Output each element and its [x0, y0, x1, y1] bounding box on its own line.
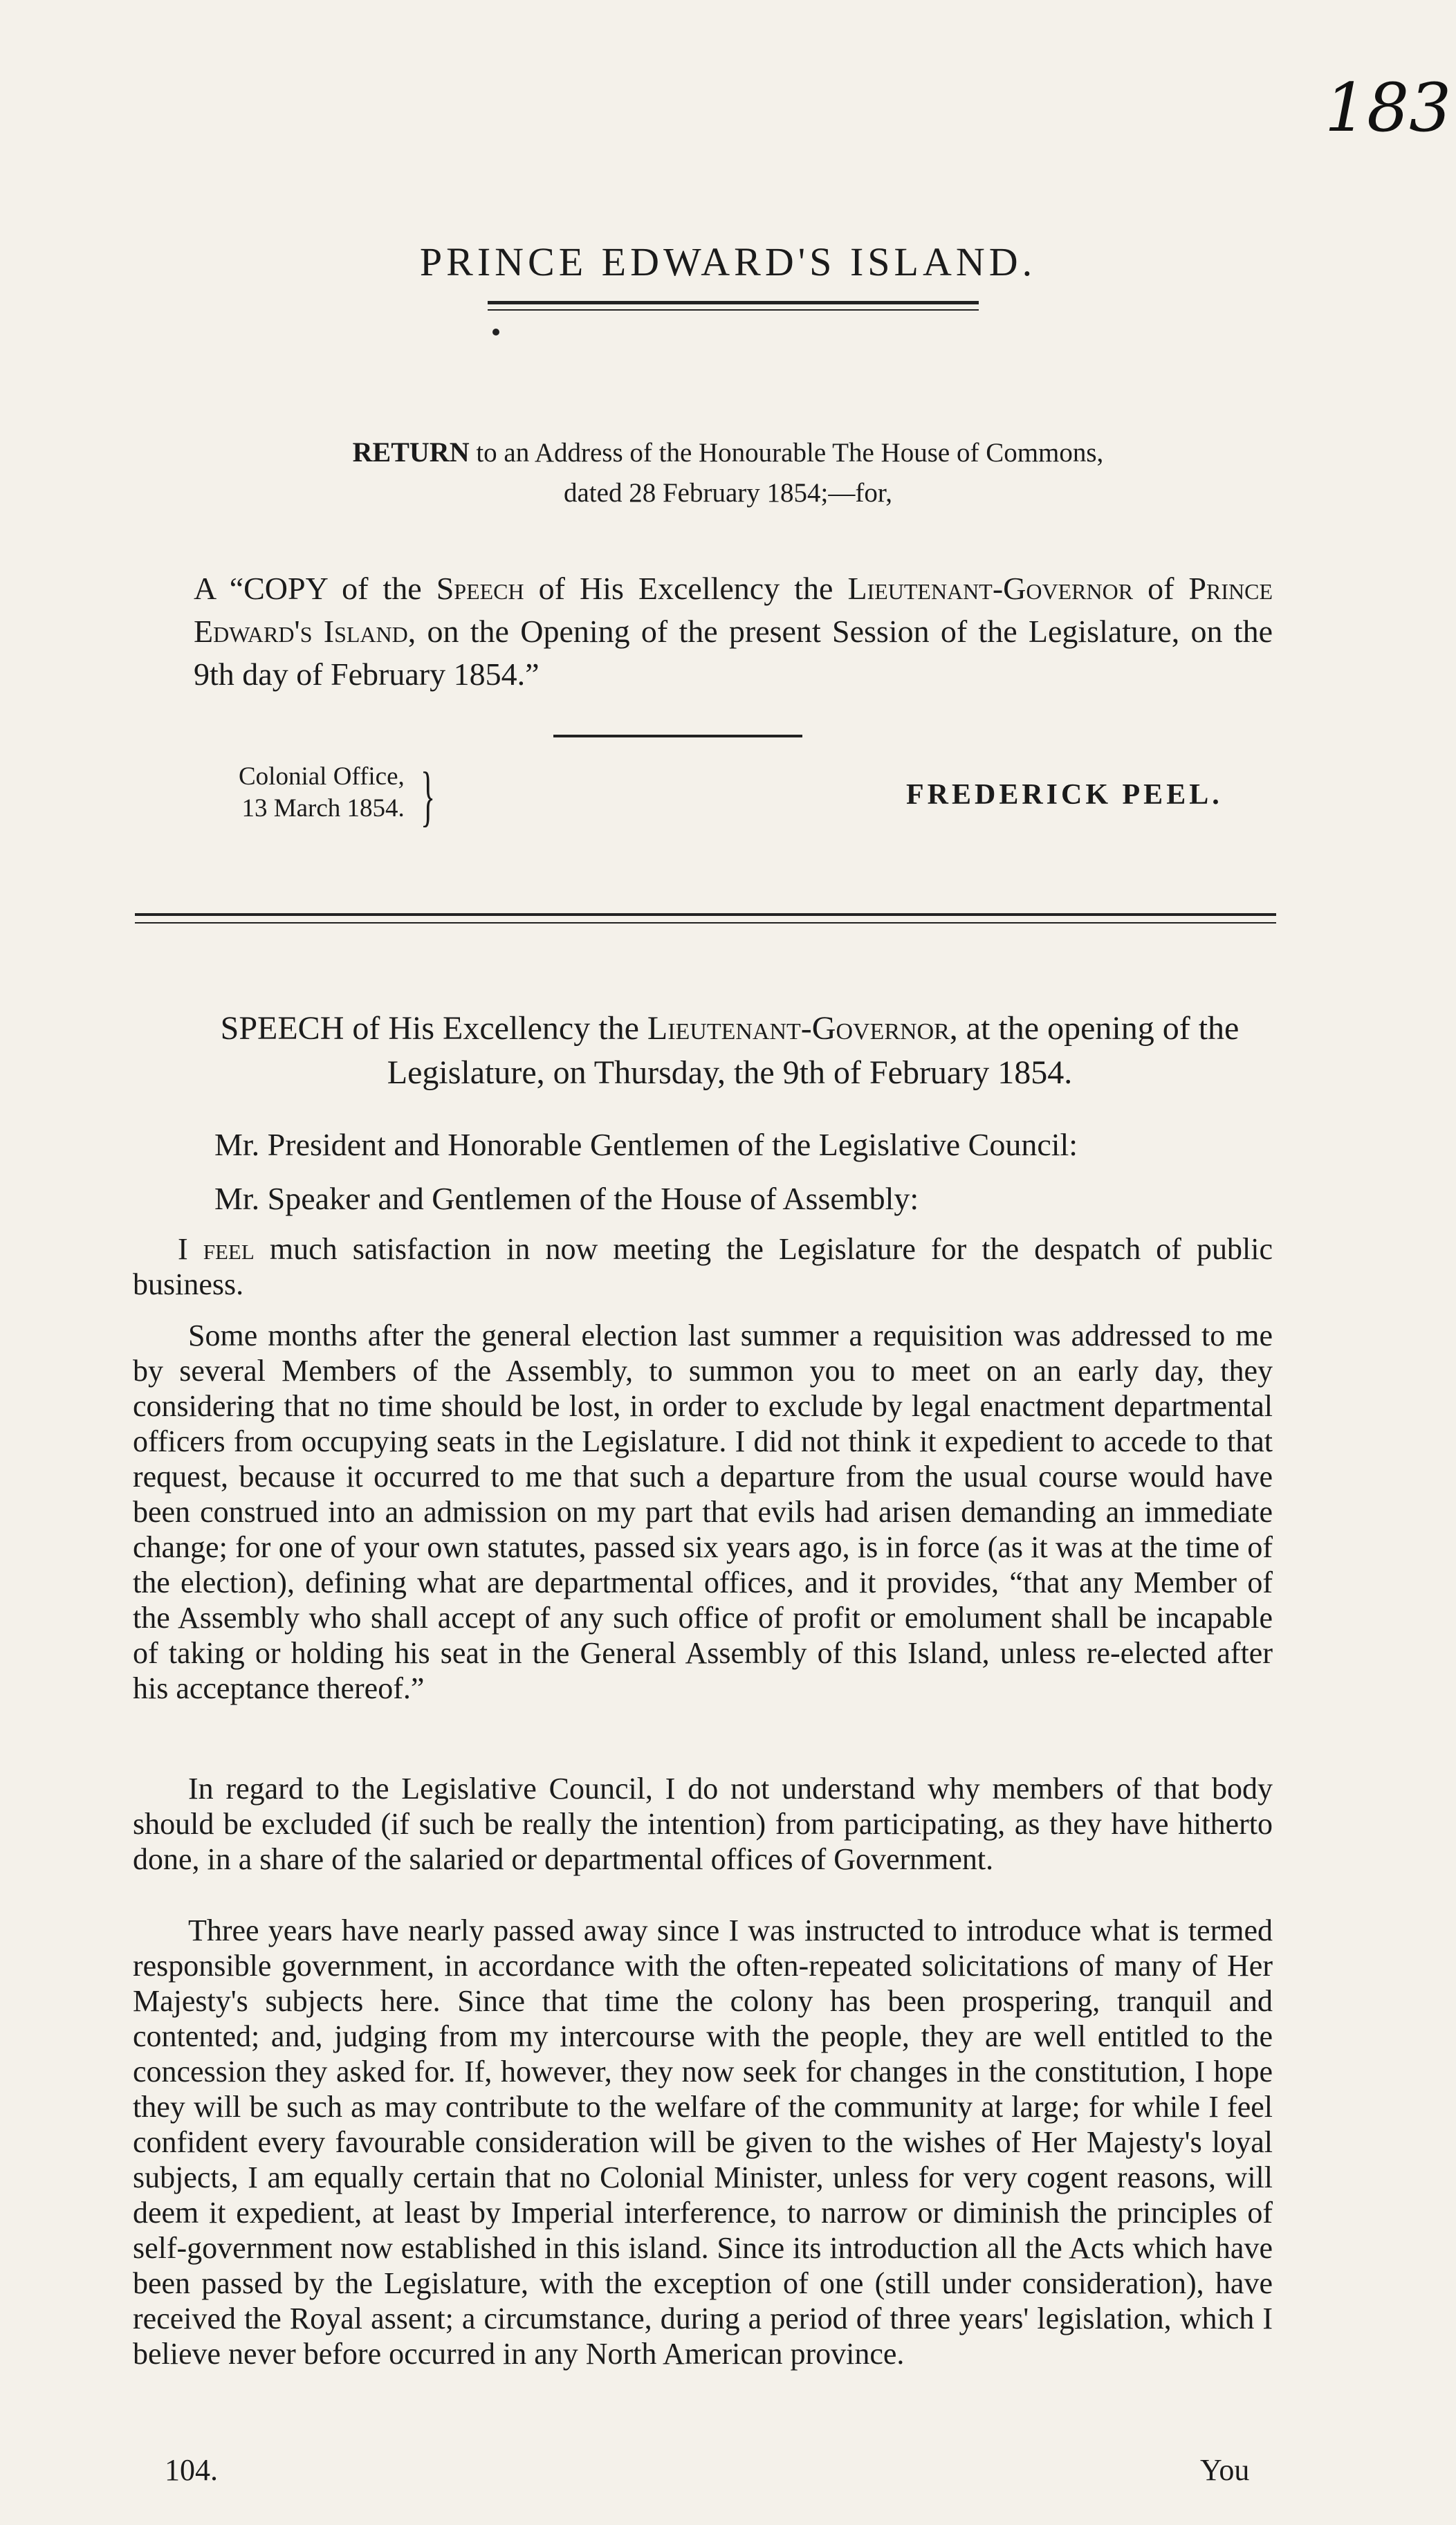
speech-heading: [176, 1007, 1283, 1095]
document-title: PRINCE EDWARD'S ISLAND.: [419, 239, 1037, 284]
paragraph-4: Three years have nearly passed away since I was instructed to introduce what is termed responsible government, in accordance with the often-repeated solicitations of many of Her Majesty's subjects here. Since that time the colony has been prospering, tranquil and contented; and, judging from my intercourse with the people, they are well entitled to the concession they asked for. If, however, they now seek for changes in the constitution, I hope they will be such as may contribute to the welfare of the community at large; for while I feel confident every favourable consideration will be given to the wishes of Her Majesty's loyal subjects, I am equally certain that no Colonial Minister, unless for very cogent reasons, will deem it expedient, at least by Imperial interference, to narrow or diminish the principles of self-government now established in this island. Since its introduction all the Acts which have been passed by the Legislature, with the exception of one (still under consideration), have received the Royal assent; a circumstance, during a period of three years' legislation, which I believe never before occurred in any North American province.: [133, 1913, 1273, 2371]
catchword: You: [1200, 2453, 1250, 2487]
colonial-office-line1: Colonial Office,: [239, 762, 405, 791]
speech-heading-b: , at the opening of the Legislature, on Thursday, the 9th of February 1854.: [387, 1010, 1240, 1091]
copy-text-b: of His Excellency the: [524, 571, 848, 606]
copy-lg-smallcaps: Lieutenant-Governor: [847, 571, 1134, 606]
address-council: Mr. President and Honorable Gentlemen of the Legislative Council:: [214, 1127, 1078, 1162]
title-rule-bottom: [488, 309, 979, 311]
para1-rest: much satisfaction in now meeting the Legislature for the despatch of public business.: [133, 1232, 1273, 1301]
para1-lead: I: [178, 1232, 203, 1266]
copy-text-c: of: [1133, 571, 1189, 606]
curly-brace-mark: }: [421, 759, 436, 834]
copy-speech-smallcaps: Speech: [436, 571, 524, 606]
copy-pei-smallcaps: Prince Edward's Island: [194, 571, 1273, 649]
paragraph-1: [133, 1231, 1273, 1302]
return-heading: [0, 432, 1456, 513]
section-rule-top: [135, 913, 1276, 916]
address-assembly: Mr. Speaker and Gentlemen of the House of Assembly:: [214, 1181, 919, 1216]
page-number: 104.: [165, 2453, 218, 2487]
folio-number: 183: [1325, 69, 1452, 147]
paragraph-2: Some months after the general election last summer a requisition was addressed to me by several Members of the Assembly, to summon you to meet on an early day, they considering that no time should be lost, in order to exclude by legal enactment departmental officers from occupying seats in the Legislature. I did not think it expedient to accede to that request, because it occurred to me that such a departure from the usual course would have been construed into an admission on my part that evils had arisen demanding an immediate change; for one of your own statutes, passed six years ago, is in force (as it was at the time of the election), defining what are departmental offices, and it provides, “that any Member of the Assembly who shall accept of any such office of profit or emolument shall be incapable of taking or holding his seat in the General Assembly of this Island, unless re-elected after his acceptance thereof.”: [133, 1319, 1273, 1705]
colonial-office-dateline: [239, 761, 405, 825]
ornament-dot: [492, 329, 499, 336]
speech-heading-a: SPEECH of His Excellency the: [220, 1010, 647, 1047]
copy-text-a: A “COPY of the: [194, 571, 436, 606]
short-rule: [553, 735, 802, 737]
copy-paragraph: [194, 567, 1273, 696]
colonial-office-line2: 13 March 1854.: [241, 794, 405, 823]
return-lead: RETURN: [352, 437, 470, 468]
section-rule-bottom: [135, 922, 1276, 924]
copy-text-d: , on the Opening of the present Session of the Legislature, on the 9th day of February 1854.”: [194, 614, 1273, 692]
return-line2: dated 28 February 1854;—for,: [564, 478, 892, 508]
para1-smallcaps: feel: [203, 1232, 255, 1266]
title-rule-top: [488, 301, 979, 304]
return-line1: to an Address of the Honourable The House of Commons,: [469, 438, 1104, 468]
paragraph-3: In regard to the Legislative Council, I do not understand why members of that body should be excluded (if such be really the intention) from participating, as they have hitherto done, in a share of the salaried or departmental offices of Government.: [133, 1772, 1273, 1876]
speech-heading-lg-smallcaps: Lieutenant-Governor: [647, 1010, 950, 1047]
signatory: FREDERICK PEEL.: [906, 779, 1223, 811]
